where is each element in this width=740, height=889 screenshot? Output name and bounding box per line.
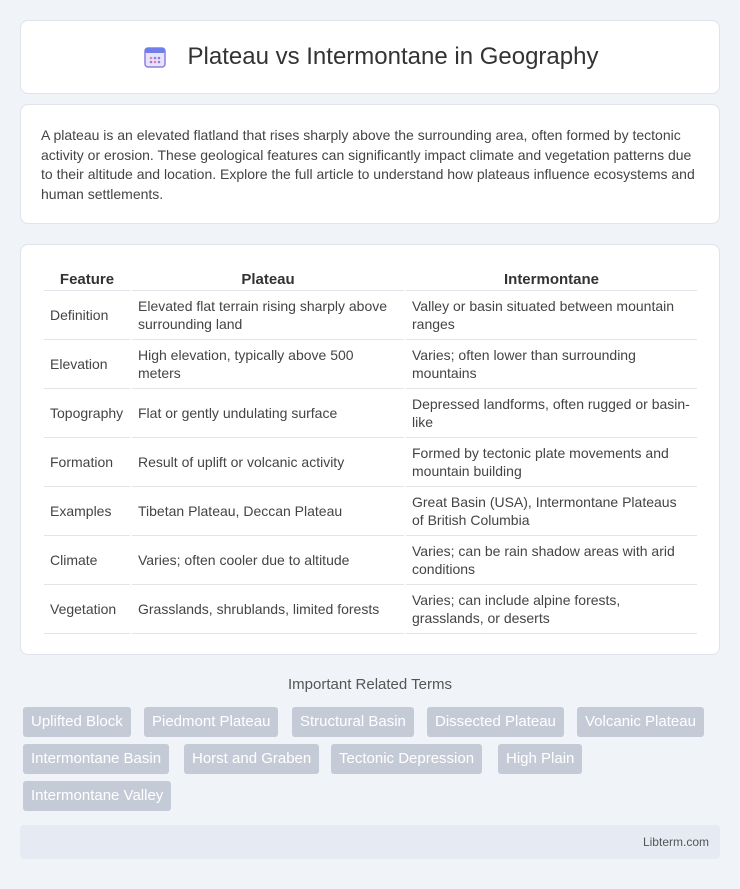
related-term-tag[interactable]: Horst and Graben — [184, 744, 319, 774]
feature-cell: Definition — [44, 291, 130, 340]
feature-cell: Elevation — [44, 340, 130, 389]
footer — [20, 825, 720, 859]
footer-site-link[interactable]: Libterm.com — [642, 835, 709, 849]
intermontane-cell: Great Basin (USA), Intermontane Plateaus of British Columbia — [406, 487, 697, 536]
related-term-tag[interactable]: Uplifted Block — [23, 707, 131, 737]
related-term-tag[interactable]: Structural Basin — [292, 707, 414, 737]
intermontane-cell: Varies; can include alpine forests, grasslands, or deserts — [406, 585, 697, 634]
plateau-cell: Result of uplift or volcanic activity — [132, 438, 404, 487]
intermontane-cell: Formed by tectonic plate movements and mountain building — [406, 438, 697, 487]
intro-text: A plateau is an elevated flatland that rises sharply above the surrounding area, often formed by tectonic activity or erosion. These geological features can significantly impact climate and vegetation patterns due to their altitude and location. Explore the full article to understand how plateaus influence ecosystems and human settlements. — [41, 127, 695, 202]
intermontane-cell: Varies; can be rain shadow areas with arid conditions — [406, 536, 697, 585]
table-header-row — [44, 265, 697, 291]
header-card — [20, 20, 720, 94]
intro-card — [20, 104, 720, 224]
related-term-tag[interactable]: High Plain — [498, 744, 582, 774]
header-plateau: Plateau — [132, 265, 404, 291]
plateau-cell: Grasslands, shrublands, limited forests — [132, 585, 404, 634]
intermontane-cell: Valley or basin situated between mountain ranges — [406, 291, 697, 340]
table-row — [44, 585, 697, 634]
plateau-cell: High elevation, typically above 500 meters — [132, 340, 404, 389]
feature-cell: Topography — [44, 389, 130, 438]
calendar-icon — [142, 44, 168, 70]
comparison-card — [20, 244, 720, 655]
related-term-tag[interactable]: Tectonic Depression — [331, 744, 482, 774]
related-term-tag[interactable]: Piedmont Plateau — [144, 707, 278, 737]
intermontane-cell: Depressed landforms, often rugged or basin-like — [406, 389, 697, 438]
related-terms-title: Important Related Terms — [288, 676, 452, 693]
table-row — [44, 487, 697, 536]
plateau-cell: Elevated flat terrain rising sharply above surrounding land — [132, 291, 404, 340]
feature-cell: Vegetation — [44, 585, 130, 634]
page-title: Plateau vs Intermontane in Geography — [187, 43, 599, 70]
feature-cell: Formation — [44, 438, 130, 487]
related-term-tag[interactable]: Intermontane Basin — [23, 744, 169, 774]
table-row — [44, 438, 697, 487]
intermontane-cell: Varies; often lower than surrounding mountains — [406, 340, 697, 389]
table-row — [44, 291, 697, 340]
plateau-cell: Varies; often cooler due to altitude — [132, 536, 404, 585]
plateau-cell: Tibetan Plateau, Deccan Plateau — [132, 487, 404, 536]
related-term-tag[interactable]: Volcanic Plateau — [577, 707, 704, 737]
related-term-tag[interactable]: Intermontane Valley — [23, 781, 171, 811]
feature-cell: Examples — [44, 487, 130, 536]
comparison-table — [42, 265, 699, 634]
table-row — [44, 389, 697, 438]
header-feature: Feature — [44, 265, 130, 291]
related-term-tag[interactable]: Dissected Plateau — [427, 707, 564, 737]
plateau-cell: Flat or gently undulating surface — [132, 389, 404, 438]
table-row — [44, 340, 697, 389]
table-row — [44, 536, 697, 585]
feature-cell: Climate — [44, 536, 130, 585]
header-intermontane: Intermontane — [406, 265, 697, 291]
